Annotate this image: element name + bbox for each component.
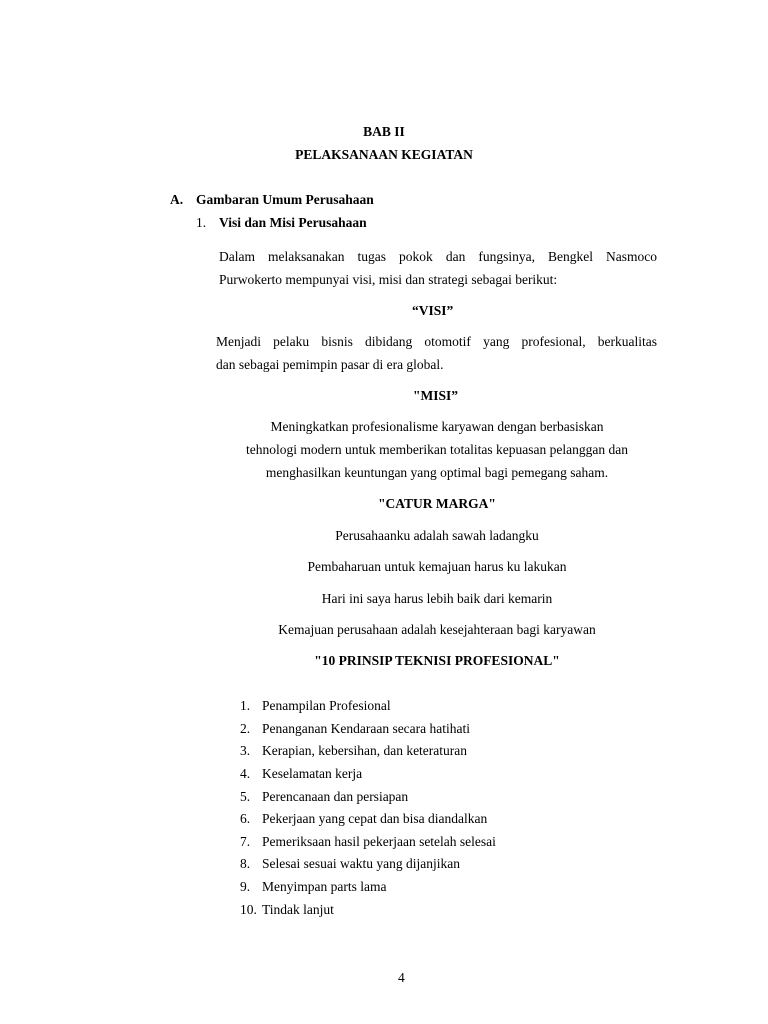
subsection-title: Visi dan Misi Perusahaan xyxy=(219,215,367,230)
list-item: Tindak lanjut xyxy=(262,902,334,917)
page-number: 4 xyxy=(398,970,405,985)
visi-line-2: dan sebagai pemimpin pasar di era global. xyxy=(216,357,444,372)
misi-line-1: Meningkatkan profesionalisme karyawan dengan berbasiskan xyxy=(270,419,604,434)
list-item-number: 6. xyxy=(240,811,251,826)
list-item-number: 5. xyxy=(240,789,251,804)
catur-marga-line-2: Pembaharuan untuk kemajuan harus ku lakukan xyxy=(307,559,567,574)
catur-marga-line-3: Hari ini saya harus lebih baik dari kemarin xyxy=(321,591,553,606)
section-letter: A. xyxy=(170,192,184,207)
intro-line-1: Dalam melaksanakan tugas pokok dan fungsinya, Bengkel Nasmoco xyxy=(219,249,657,264)
list-item: Kerapian, kebersihan, dan keteraturan xyxy=(262,743,468,758)
list-item-number: 10. xyxy=(240,902,257,917)
intro-line-2: Purwokerto mempunyai visi, misi dan strategi sebagai berikut: xyxy=(219,272,558,287)
prinsip-heading: "10 PRINSIP TEKNISI PROFESIONAL" xyxy=(314,653,560,668)
list-item: Penanganan Kendaraan secara hatihati xyxy=(262,721,471,736)
visi-line-1: Menjadi pelaku bisnis dibidang otomotif yang profesional, berkualitas xyxy=(216,334,657,349)
catur-marga-heading: "CATUR MARGA" xyxy=(378,496,496,511)
misi-heading: "MISI” xyxy=(413,388,459,403)
visi-heading: “VISI” xyxy=(412,303,454,318)
list-item: Keselamatan kerja xyxy=(262,766,363,781)
list-item: Perencanaan dan persiapan xyxy=(262,789,409,804)
list-item-number: 4. xyxy=(240,766,251,781)
catur-marga-line-1: Perusahaanku adalah sawah ladangku xyxy=(335,528,539,543)
misi-line-2: tehnologi modern untuk memberikan totalitas kepuasan pelanggan dan xyxy=(245,442,629,457)
subsection-number: 1. xyxy=(196,215,207,230)
misi-line-3: menghasilkan keuntungan yang optimal bagi pemegang saham. xyxy=(265,465,609,480)
list-item-number: 8. xyxy=(240,856,251,871)
list-item-number: 2. xyxy=(240,721,251,736)
list-item: Pemeriksaan hasil pekerjaan setelah selesai xyxy=(262,834,496,849)
chapter-title: PELAKSANAAN KEGIATAN xyxy=(295,147,473,162)
list-item-number: 1. xyxy=(240,698,251,713)
list-item: Menyimpan parts lama xyxy=(262,879,387,894)
list-item-number: 3. xyxy=(240,743,251,758)
section-title: Gambaran Umum Perusahaan xyxy=(196,192,374,207)
list-item: Penampilan Profesional xyxy=(262,698,391,713)
list-item: Pekerjaan yang cepat dan bisa diandalkan xyxy=(262,811,488,826)
catur-marga-line-4: Kemajuan perusahaan adalah kesejahteraan bagi karyawan xyxy=(278,622,596,637)
list-item-number: 9. xyxy=(240,879,251,894)
list-item-number: 7. xyxy=(240,834,251,849)
chapter-number: BAB II xyxy=(363,124,405,139)
list-item: Selesai sesuai waktu yang dijanjikan xyxy=(262,856,460,871)
